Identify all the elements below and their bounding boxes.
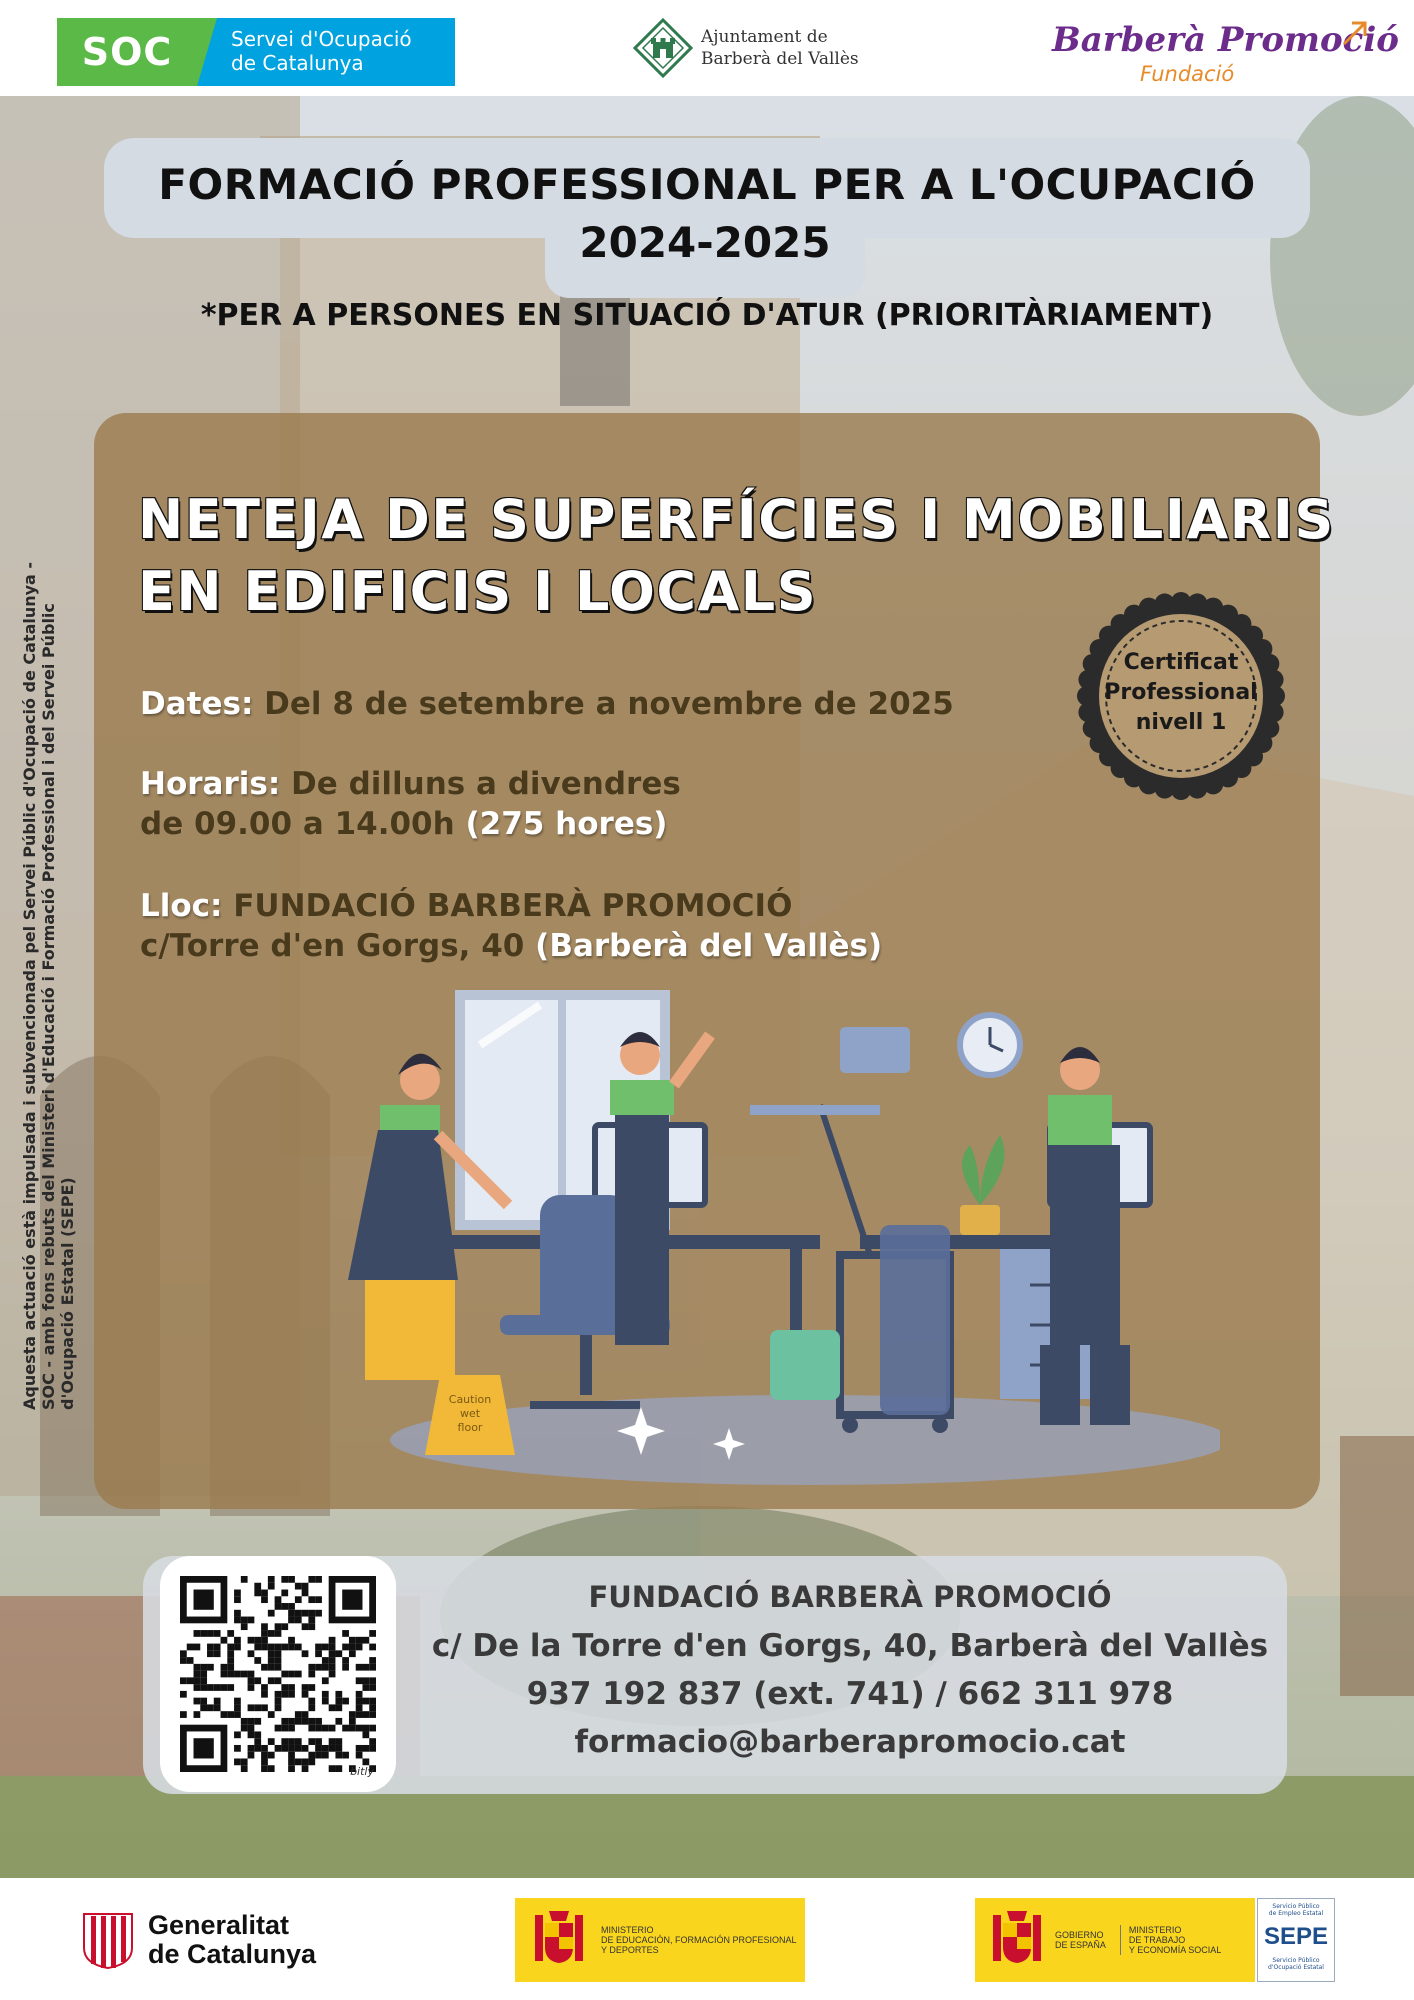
certificate-line3: nivell 1 (1135, 710, 1227, 735)
place-line1 (140, 888, 792, 924)
contact-address: c/ De la Torre d'en Gorgs, 40, Barberà del Vallès (431, 1628, 1269, 1664)
hours-time: de 09.00 a 14.00h (140, 806, 455, 842)
plant-icon (962, 1135, 1005, 1205)
ministerio-educacion-line3: Y DEPORTES (601, 1945, 659, 1955)
ministerio-educacion-line2: DE EDUCACIÓN, FORMACIÓN PROFESIONAL (601, 1935, 797, 1945)
legal-funding-notice: Aquesta actuació està impulsada i subvencionada pel Servei Públic d'Ocupació de Catalunya - SOC - amb fons rebuts del Ministeri d'Educació i Formació Professional i del Servei Públic d'Ocupació Estatal (SEPE) (20, 561, 77, 1410)
gobierno-text (1055, 1930, 1106, 1950)
sepe-bottom-line1: Servicio Público (1272, 1957, 1320, 1964)
ministerio-trabajo-line3: Y ECONOMÍA SOCIAL (1128, 1945, 1222, 1955)
generalitat-name (148, 1911, 316, 1969)
soc-logo-slash (197, 18, 217, 86)
generalitat-line1: Generalitat (148, 1910, 290, 1940)
ministerio-trabajo-text (1120, 1925, 1221, 1955)
certificate-seal (1075, 590, 1287, 802)
ministerio-educacion-line1: MINISTERIO (601, 1925, 654, 1935)
place-street: c/Torre d'en Gorgs, 40 (140, 928, 525, 964)
place-label: Lloc: (140, 888, 223, 924)
qr-caption: bitly (350, 1765, 374, 1778)
gobierno-line1: GOBIERNO (1055, 1930, 1104, 1940)
certificate-line2: Professional (1104, 680, 1258, 705)
qr-code-icon[interactable] (180, 1576, 376, 1772)
promocio-sub: Fundació (1140, 62, 1235, 86)
page-title: FORMACIÓ PROFESSIONAL PER A L'OCUPACIÓ (158, 160, 1256, 209)
sepe-top-line2: de Empleo Estatal (1268, 1910, 1324, 1917)
ajuntament-line1: Ajuntament de (701, 27, 828, 47)
dates-value: Del 8 de setembre a novembre de 2025 (264, 686, 954, 722)
page-subtitle: *PER A PERSONES EN SITUACIÓ D'ATUR (PRIORITÀRIAMENT) (200, 298, 1214, 333)
qr-code-card[interactable] (160, 1556, 396, 1792)
sepe-bottom-line2: d'Ocupació Estatal (1268, 1964, 1324, 1971)
ajuntament-line2: Barberà del Vallès (701, 49, 859, 69)
course-title-line2: EN EDIFICIS I LOCALS (138, 560, 818, 623)
hours-total: (275 hores) (465, 806, 668, 842)
hours-line1 (140, 766, 681, 802)
contact-email-link[interactable]: formacio@barberapromocio.cat (574, 1724, 1126, 1760)
sepe-top-text (1258, 1899, 1334, 1917)
caution-sign-text-3: floor (457, 1421, 483, 1434)
promocio-arrow-icon (1340, 18, 1370, 48)
barbera-promocio-logo (1050, 18, 1399, 88)
soc-name-line2: de Catalunya (231, 51, 364, 75)
ministerio-educacion-text (601, 1925, 797, 1955)
mop-handle (820, 1105, 870, 1255)
course-title-line1: NETEJA DE SUPERFÍCIES I MOBILIARIS (138, 488, 1335, 551)
ministerio-educacion-logo (515, 1898, 805, 1982)
certificate-seal-text (1075, 648, 1287, 738)
contact-phone[interactable]: 937 192 837 (ext. 741) / 662 311 978 (526, 1676, 1174, 1712)
ajuntament-logo (633, 18, 873, 78)
sepe-name: SEPE (1263, 1923, 1329, 1950)
senyera-icon (82, 1910, 134, 1970)
soc-name-line1: Servei d'Ocupació (231, 27, 412, 51)
sepe-bottom-text (1258, 1957, 1334, 1971)
hours-label: Horaris: (140, 766, 281, 802)
soc-logo-mark: SOC (57, 18, 197, 86)
hours-line2 (140, 806, 667, 842)
certificate-line1: Certificat (1123, 650, 1239, 675)
broom-head (750, 1105, 880, 1115)
place-line2 (140, 928, 882, 964)
contact-organisation: FUNDACIÓ BARBERÀ PROMOCIÓ (588, 1580, 1112, 1614)
gobierno-line2: DE ESPAÑA (1055, 1940, 1106, 1950)
caution-sign-text-2: wet (459, 1407, 481, 1420)
hours-days: De dilluns a divendres (291, 766, 681, 802)
place-city: (Barberà del Vallès) (535, 928, 883, 964)
soc-logo (57, 18, 455, 86)
sepe-top-line1: Servicio Público (1272, 1903, 1320, 1910)
ministerio-trabajo-logo (975, 1898, 1255, 1982)
generalitat-logo (82, 1910, 316, 1970)
cleaning-team-illustration (340, 985, 1220, 1490)
promocio-name: Barberà Promoció (1052, 20, 1399, 60)
calendar-icon (840, 1027, 910, 1073)
soc-logo-name (217, 18, 455, 86)
place-name: FUNDACIÓ BARBERÀ PROMOCIÓ (233, 888, 793, 924)
ministerio-trabajo-line1: MINISTERIO (1128, 1925, 1182, 1935)
page-title-year: 2024-2025 (579, 218, 831, 267)
spain-coat-of-arms-icon (527, 1905, 591, 1975)
dates-line (140, 686, 954, 722)
ministerio-trabajo-line2: DE TRABAJO (1128, 1935, 1186, 1945)
bucket-icon (770, 1330, 840, 1400)
caution-sign-text-1: Caution (448, 1393, 492, 1406)
ajuntament-name (701, 26, 859, 70)
ajuntament-crest-icon (633, 18, 693, 78)
plant-pot (960, 1205, 1000, 1235)
spain-coat-of-arms-icon-2 (985, 1905, 1049, 1975)
generalitat-line2: de Catalunya (148, 1939, 317, 1969)
sepe-logo (1257, 1898, 1335, 1982)
dates-label: Dates: (140, 686, 254, 722)
